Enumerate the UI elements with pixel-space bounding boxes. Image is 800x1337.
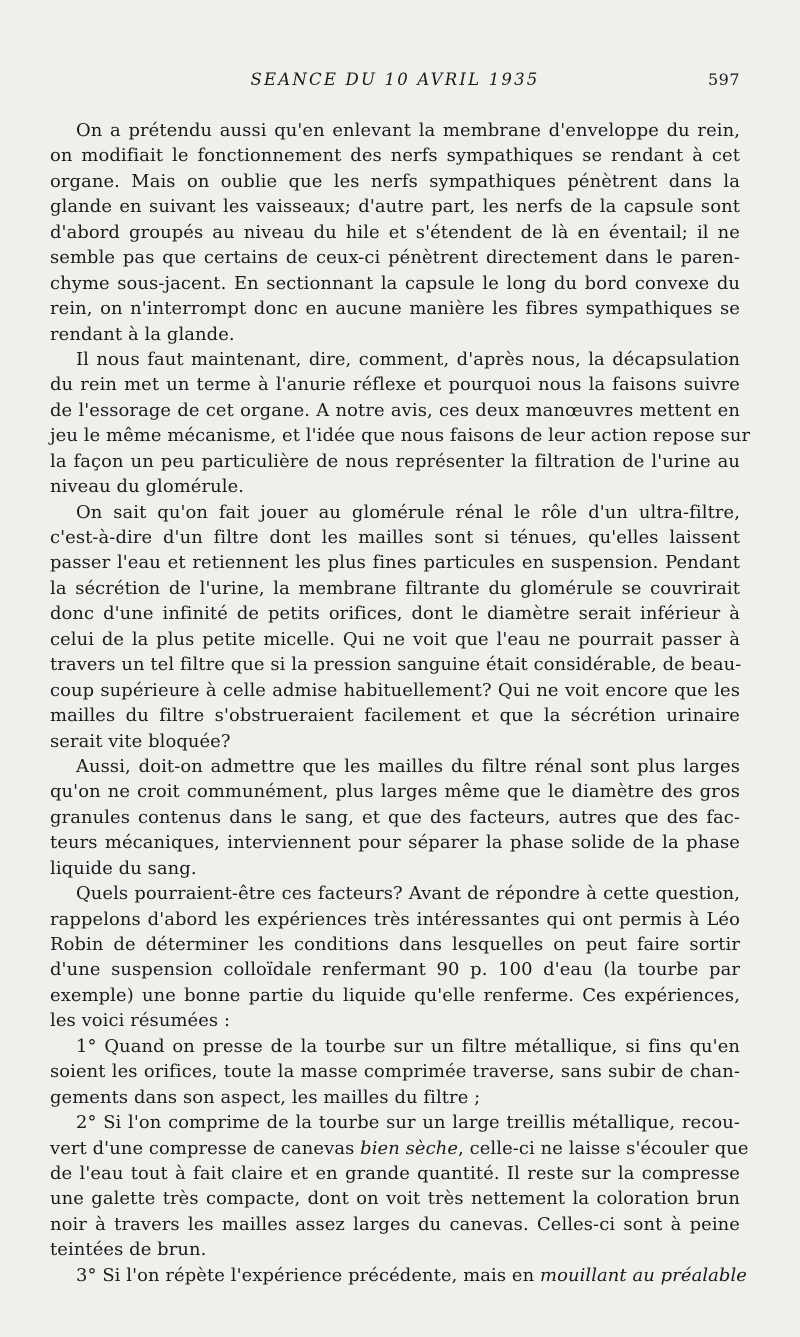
page-number: 597 (707, 70, 740, 89)
text-line (50, 1136, 749, 1161)
text-line: Aussi, doit-on admettre que les mailles du filtre rénal sont plus larges (76, 755, 740, 777)
text-line: du rein met un terme à l'anurie réflexe et pourquoi nous la faisons suivre (50, 374, 740, 396)
text-line: niveau du glomérule. (50, 476, 245, 498)
text-line: liquide du sang. (50, 857, 197, 879)
text-line: rendant à la glande. (50, 323, 235, 345)
text-line: on modifiait le fonctionnement des nerfs sympathiques se rendant à cet (50, 145, 740, 167)
text-line: les voici résumées : (50, 1010, 231, 1032)
text-line: gements dans son aspect, les mailles du filtre ; (50, 1086, 481, 1108)
text-segment: , celle-ci ne laisse s'écouler que (458, 1137, 749, 1159)
running-head: SEANCE DU 10 AVRIL 1935 (250, 70, 540, 89)
text-line: de l'eau tout à fait claire et en grande quantité. Il reste sur la compresse (50, 1162, 740, 1184)
text-line: granules contenus dans le sang, et que des facteurs, autres que des fac- (50, 806, 740, 828)
text-line: 2° Si l'on comprime de la tourbe sur un large treillis métallique, recou- (76, 1112, 740, 1134)
text-line: On sait qu'on fait jouer au glomérule rénal le rôle d'un ultra-filtre, (76, 501, 740, 523)
text-line: mailles du filtre s'obstrueraient facilement et que la sécrétion urinaire (50, 705, 740, 727)
text-line: semble pas que certains de ceux-ci pénètrent directement dans le paren- (50, 247, 740, 269)
text-line: de l'essorage de cet organe. A notre avis, ces deux manœuvres mettent en (50, 399, 740, 421)
text-line: organe. Mais on oublie que les nerfs sympathiques pénètrent dans la (50, 170, 740, 192)
text-line: chyme sous-jacent. En sectionnant la capsule le long du bord convexe du (50, 272, 740, 294)
text-line: 1° Quand on presse de la tourbe sur un filtre métallique, si fins qu'en (76, 1035, 740, 1057)
text-line: passer l'eau et retiennent les plus fines particules en suspension. Pendant (50, 552, 740, 574)
text-line: Il nous faut maintenant, dire, comment, d'après nous, la décapsulation (76, 348, 740, 370)
text-line: d'une suspension colloïdale renfermant 90 p. 100 d'eau (la tourbe par (50, 959, 740, 981)
emphasis-text: mouillant au préalable (540, 1264, 747, 1286)
text-line: serait vite bloquée? (50, 730, 231, 752)
text-line: qu'on ne croit communément, plus larges même que le diamètre des gros (50, 781, 740, 803)
text-line: teurs mécaniques, interviennent pour séparer la phase solide de la phase (50, 832, 740, 854)
emphasis-text: bien sèche (360, 1137, 459, 1159)
text-line: donc d'une infinité de petits orifices, dont le diamètre serait inférieur à (50, 603, 740, 625)
text-segment: 3° Si l'on répète l'expérience précédente, mais en (76, 1264, 541, 1286)
text-line: teintées de brun. (50, 1239, 207, 1261)
text-line: glande en suivant les vaisseaux; d'autre part, les nerfs de la capsule sont (50, 196, 740, 218)
text-segment: vert d'une compresse de canevas (50, 1137, 361, 1159)
text-line: la façon un peu particulière de nous représenter la filtration de l'urine au (50, 450, 740, 472)
text-line: c'est-à-dire d'un filtre dont les mailles sont si ténues, qu'elles laissent (50, 527, 740, 548)
text-line: rappelons d'abord les expériences très intéressantes qui ont permis à Léo (50, 908, 740, 930)
body-text (50, 118, 751, 1288)
text-line: noir à travers les mailles assez larges du canevas. Celles-ci sont à peine (50, 1213, 740, 1235)
text-line: soient les orifices, toute la masse comprimée traverse, sans subir de chan- (50, 1061, 740, 1083)
text-line: d'abord groupés au niveau du hile et s'étendent de là en éventail; il ne (50, 221, 740, 243)
page-header (50, 70, 740, 94)
text-line: travers un tel filtre que si la pression sanguine était considérable, de beau- (50, 654, 742, 676)
text-line: coup supérieure à celle admise habituellement? Qui ne voit encore que les (50, 679, 740, 701)
text-line: jeu le même mécanisme, et l'idée que nous faisons de leur action repose sur (50, 425, 751, 447)
text-line: exemple) une bonne partie du liquide qu'elle renferme. Ces expériences, (50, 984, 740, 1006)
text-line (50, 1263, 747, 1288)
text-line: la sécrétion de l'urine, la membrane filtrante du glomérule se couvrirait (50, 577, 740, 599)
text-line: Robin de déterminer les conditions dans lesquelles on peut faire sortir (50, 934, 740, 955)
text-line: celui de la plus petite micelle. Qui ne voit que l'eau ne pourrait passer à (50, 628, 740, 650)
text-line: Quels pourraient-être ces facteurs? Avant de répondre à cette question, (76, 883, 740, 905)
text-line: une galette très compacte, dont on voit très nettement la coloration brun (50, 1188, 740, 1210)
text-line: rein, on n'interrompt donc en aucune manière les fibres sympathiques se (50, 298, 740, 320)
text-line: On a prétendu aussi qu'en enlevant la membrane d'enveloppe du rein, (76, 120, 740, 141)
